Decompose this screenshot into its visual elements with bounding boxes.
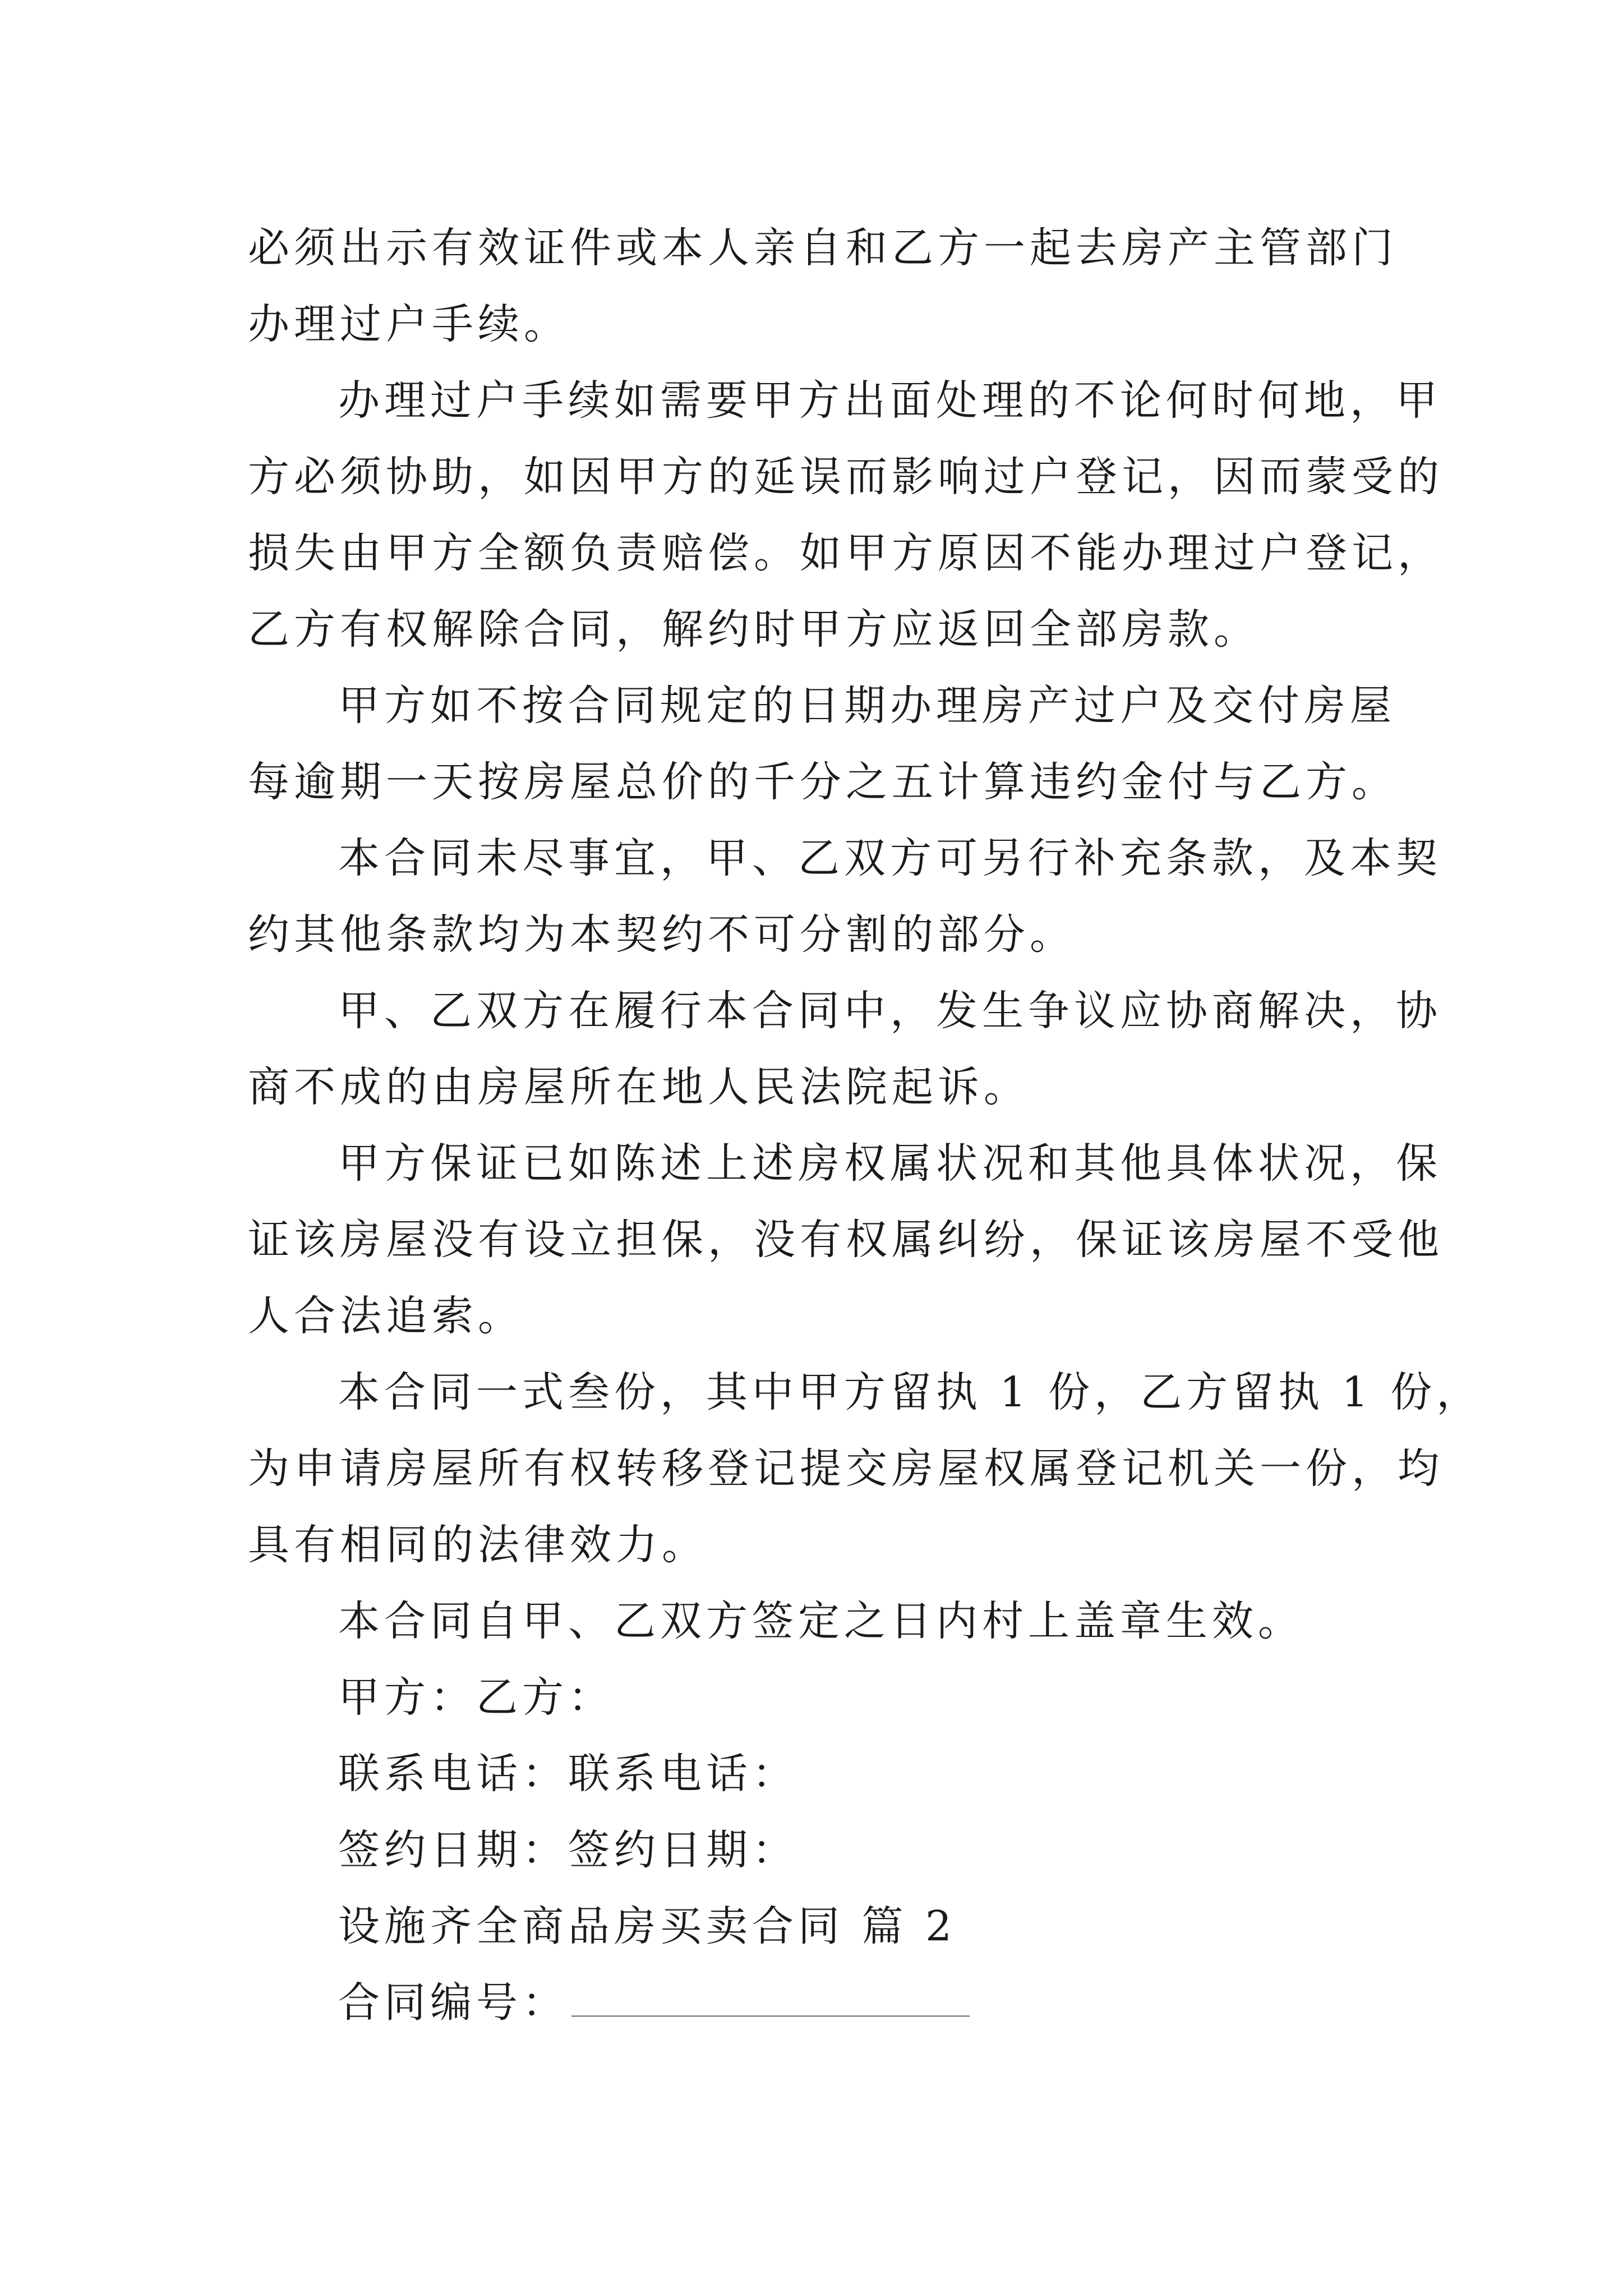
paragraph-line: 人合法追索。 (248, 1292, 524, 1340)
paragraph-line: 方必须协助，如因甲方的延误而影响过户登记，因而蒙受的 (248, 453, 1444, 501)
section-heading: 设施齐全商品房买卖合同 篇 2 (338, 1902, 957, 1950)
paragraph-line: 本合同一式叁份，其中甲方留执 1 份，乙方留执 1 份， (338, 1368, 1483, 1416)
paragraph-line: 具有相同的法律效力。 (248, 1521, 708, 1569)
paragraph-line: 约其他条款均为本契约不可分割的部分。 (248, 910, 1076, 959)
paragraph-line: 办理过户手续如需要甲方出面处理的不论何时何地，甲 (338, 376, 1442, 425)
signature-date-line: 签约日期：签约日期： (338, 1826, 798, 1874)
paragraph-line: 为申请房屋所有权转移登记提交房屋权属登记机关一份，均 (248, 1444, 1444, 1493)
paragraph-line: 乙方有权解除合同，解约时甲方应返回全部房款。 (248, 605, 1260, 654)
signature-party-line: 甲方：乙方： (338, 1673, 614, 1722)
paragraph-line: 甲方如不按合同规定的日期办理房产过户及交付房屋 (338, 682, 1396, 730)
signature-phone-line: 联系电话：联系电话： (338, 1750, 798, 1798)
contract-number-line (338, 1975, 970, 2031)
paragraph-line: 每逾期一天按房屋总价的千分之五计算违约金付与乙方。 (248, 758, 1398, 806)
paragraph-line: 甲、乙双方在履行本合同中，发生争议应协商解决，协 (338, 987, 1442, 1035)
paragraph-line: 损失由甲方全额负责赔偿。如甲方原因不能办理过户登记， (248, 529, 1444, 577)
paragraph-line: 办理过户手续。 (248, 300, 570, 348)
paragraph-line: 本合同未尽事宜，甲、乙双方可另行补充条款，及本契 (338, 834, 1442, 882)
paragraph-line: 证该房屋没有设立担保，没有权属纠纷，保证该房屋不受他 (248, 1216, 1444, 1264)
contract-number-label: 合同编号： (338, 1978, 568, 2027)
contract-number-blank (571, 1981, 970, 2017)
paragraph-line: 甲方保证已如陈述上述房权属状况和其他具体状况，保 (338, 1139, 1442, 1188)
paragraph-line: 必须出示有效证件或本人亲自和乙方一起去房产主管部门 (248, 224, 1398, 272)
paragraph-line: 本合同自甲、乙双方签定之日内村上盖章生效。 (338, 1597, 1304, 1645)
paragraph-line: 商不成的由房屋所在地人民法院起诉。 (248, 1063, 1030, 1111)
